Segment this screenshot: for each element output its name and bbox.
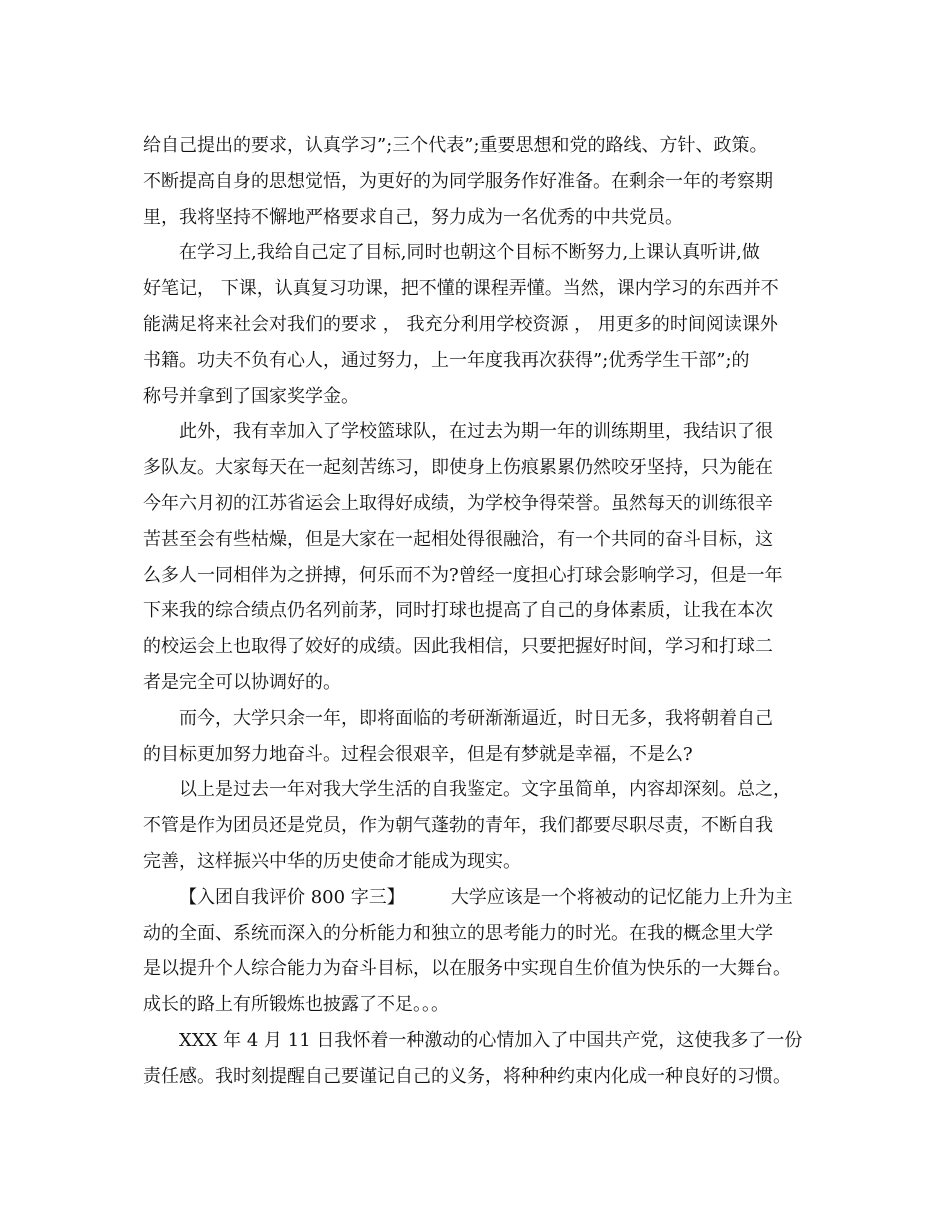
text-line: 好笔记， 下课，认真复习功课，把不懂的课程弄懂。当然，课内学习的东西并不: [143, 278, 779, 300]
text-line: 动的全面、系统而深入的分析能力和独立的思考能力的时光。在我的概念里大学: [143, 922, 773, 944]
section-heading-line: [143, 880, 809, 916]
text-line: 不断提高自身的思想觉悟，为更好的为同学服务作好准备。在剩余一年的考察期: [143, 170, 773, 192]
paragraph-first-line: 而今，大学只余一年，即将面临的考研渐渐逼近，时日无多，我将朝着自己: [179, 707, 773, 729]
paragraph-first-line: 在学习上,我给自己定了目标,同时也朝这个目标不断努力,上课认真听讲,做: [179, 242, 760, 264]
text-line: 不管是作为团员还是党员，作为朝气蓬勃的青年，我们都要尽职尽责，不断自我: [143, 815, 773, 837]
text-line: 者是完全可以协调好的。: [143, 671, 341, 693]
text-line: 苦甚至会有些枯燥，但是大家在一起相处得很融洽，有一个共同的奋斗目标，这: [143, 528, 773, 550]
text-line: 给自己提出的要求，认真学习”;三个代表”;重要思想和党的路线、方针、政策。: [143, 135, 768, 156]
paragraph-first-line: 此外，我有幸加入了学校篮球队，在过去为期一年的训练期里，我结识了很: [179, 421, 773, 443]
text-line: 称号并拿到了国家奖学金。: [143, 385, 359, 407]
text-line: 里，我将坚持不懈地严格要求自己，努力成为一名优秀的中共党员。: [143, 206, 683, 228]
text-line: 的校运会上也取得了姣好的成绩。因此我相信，只要把握好时间，学习和打球二: [143, 636, 773, 658]
text-line: 是以提升个人综合能力为奋斗目标，以在服务中实现自生价值为快乐的一大舞台。: [143, 958, 791, 980]
text-line: 成长的路上有所锻炼也披露了不足。。。: [143, 994, 449, 1016]
text-line: 能满足将来社会对我们的要求 ， 我充分利用学校资源 ， 用更多的时间阅读课外: [143, 313, 778, 335]
text-line: 责任感。我时刻提醒自己要谨记自己的义务，将种种约束内化成一种良好的习惯。: [143, 1065, 791, 1087]
section-first-line: 大学应该是一个将被动的记忆能力上升为主: [450, 886, 793, 908]
text-line: 书籍。功夫不负有心人，通过努力，上一年度我再次获得”;优秀学生干部”;的: [143, 349, 750, 371]
paragraph-first-line: 以上是过去一年对我大学生活的自我鉴定。文字虽简单，内容却深刻。总之，: [179, 779, 791, 801]
text-line: 的目标更加努力地奋斗。过程会很艰辛，但是有梦就是幸福，不是么?: [143, 743, 693, 765]
section-heading: 【入团自我评价 800 字三】: [179, 886, 405, 908]
document-body: [143, 128, 809, 1095]
text-line: 完善，这样振兴中华的历史使命才能成为现实。: [143, 850, 521, 872]
text-line: 么多人一同相伴为之拼搏，何乐而不为?曾经一度担心打球会影响学习，但是一年: [143, 564, 783, 586]
text-line: 下来我的综合绩点仍名列前茅，同时打球也提高了自己的身体素质，让我在本次: [143, 600, 773, 622]
text-line: 今年六月初的江苏省运会上取得好成绩，为学校争得荣誉。虽然每天的训练很辛: [143, 492, 773, 514]
text-line: 多队友。大家每天在一起刻苦练习，即使身上伤痕累累仍然咬牙坚持，只为能在: [143, 457, 773, 479]
paragraph-first-line: XXX 年 4 月 11 日我怀着一种激动的心情加入了中国共产党，这使我多了一份: [179, 1029, 803, 1051]
